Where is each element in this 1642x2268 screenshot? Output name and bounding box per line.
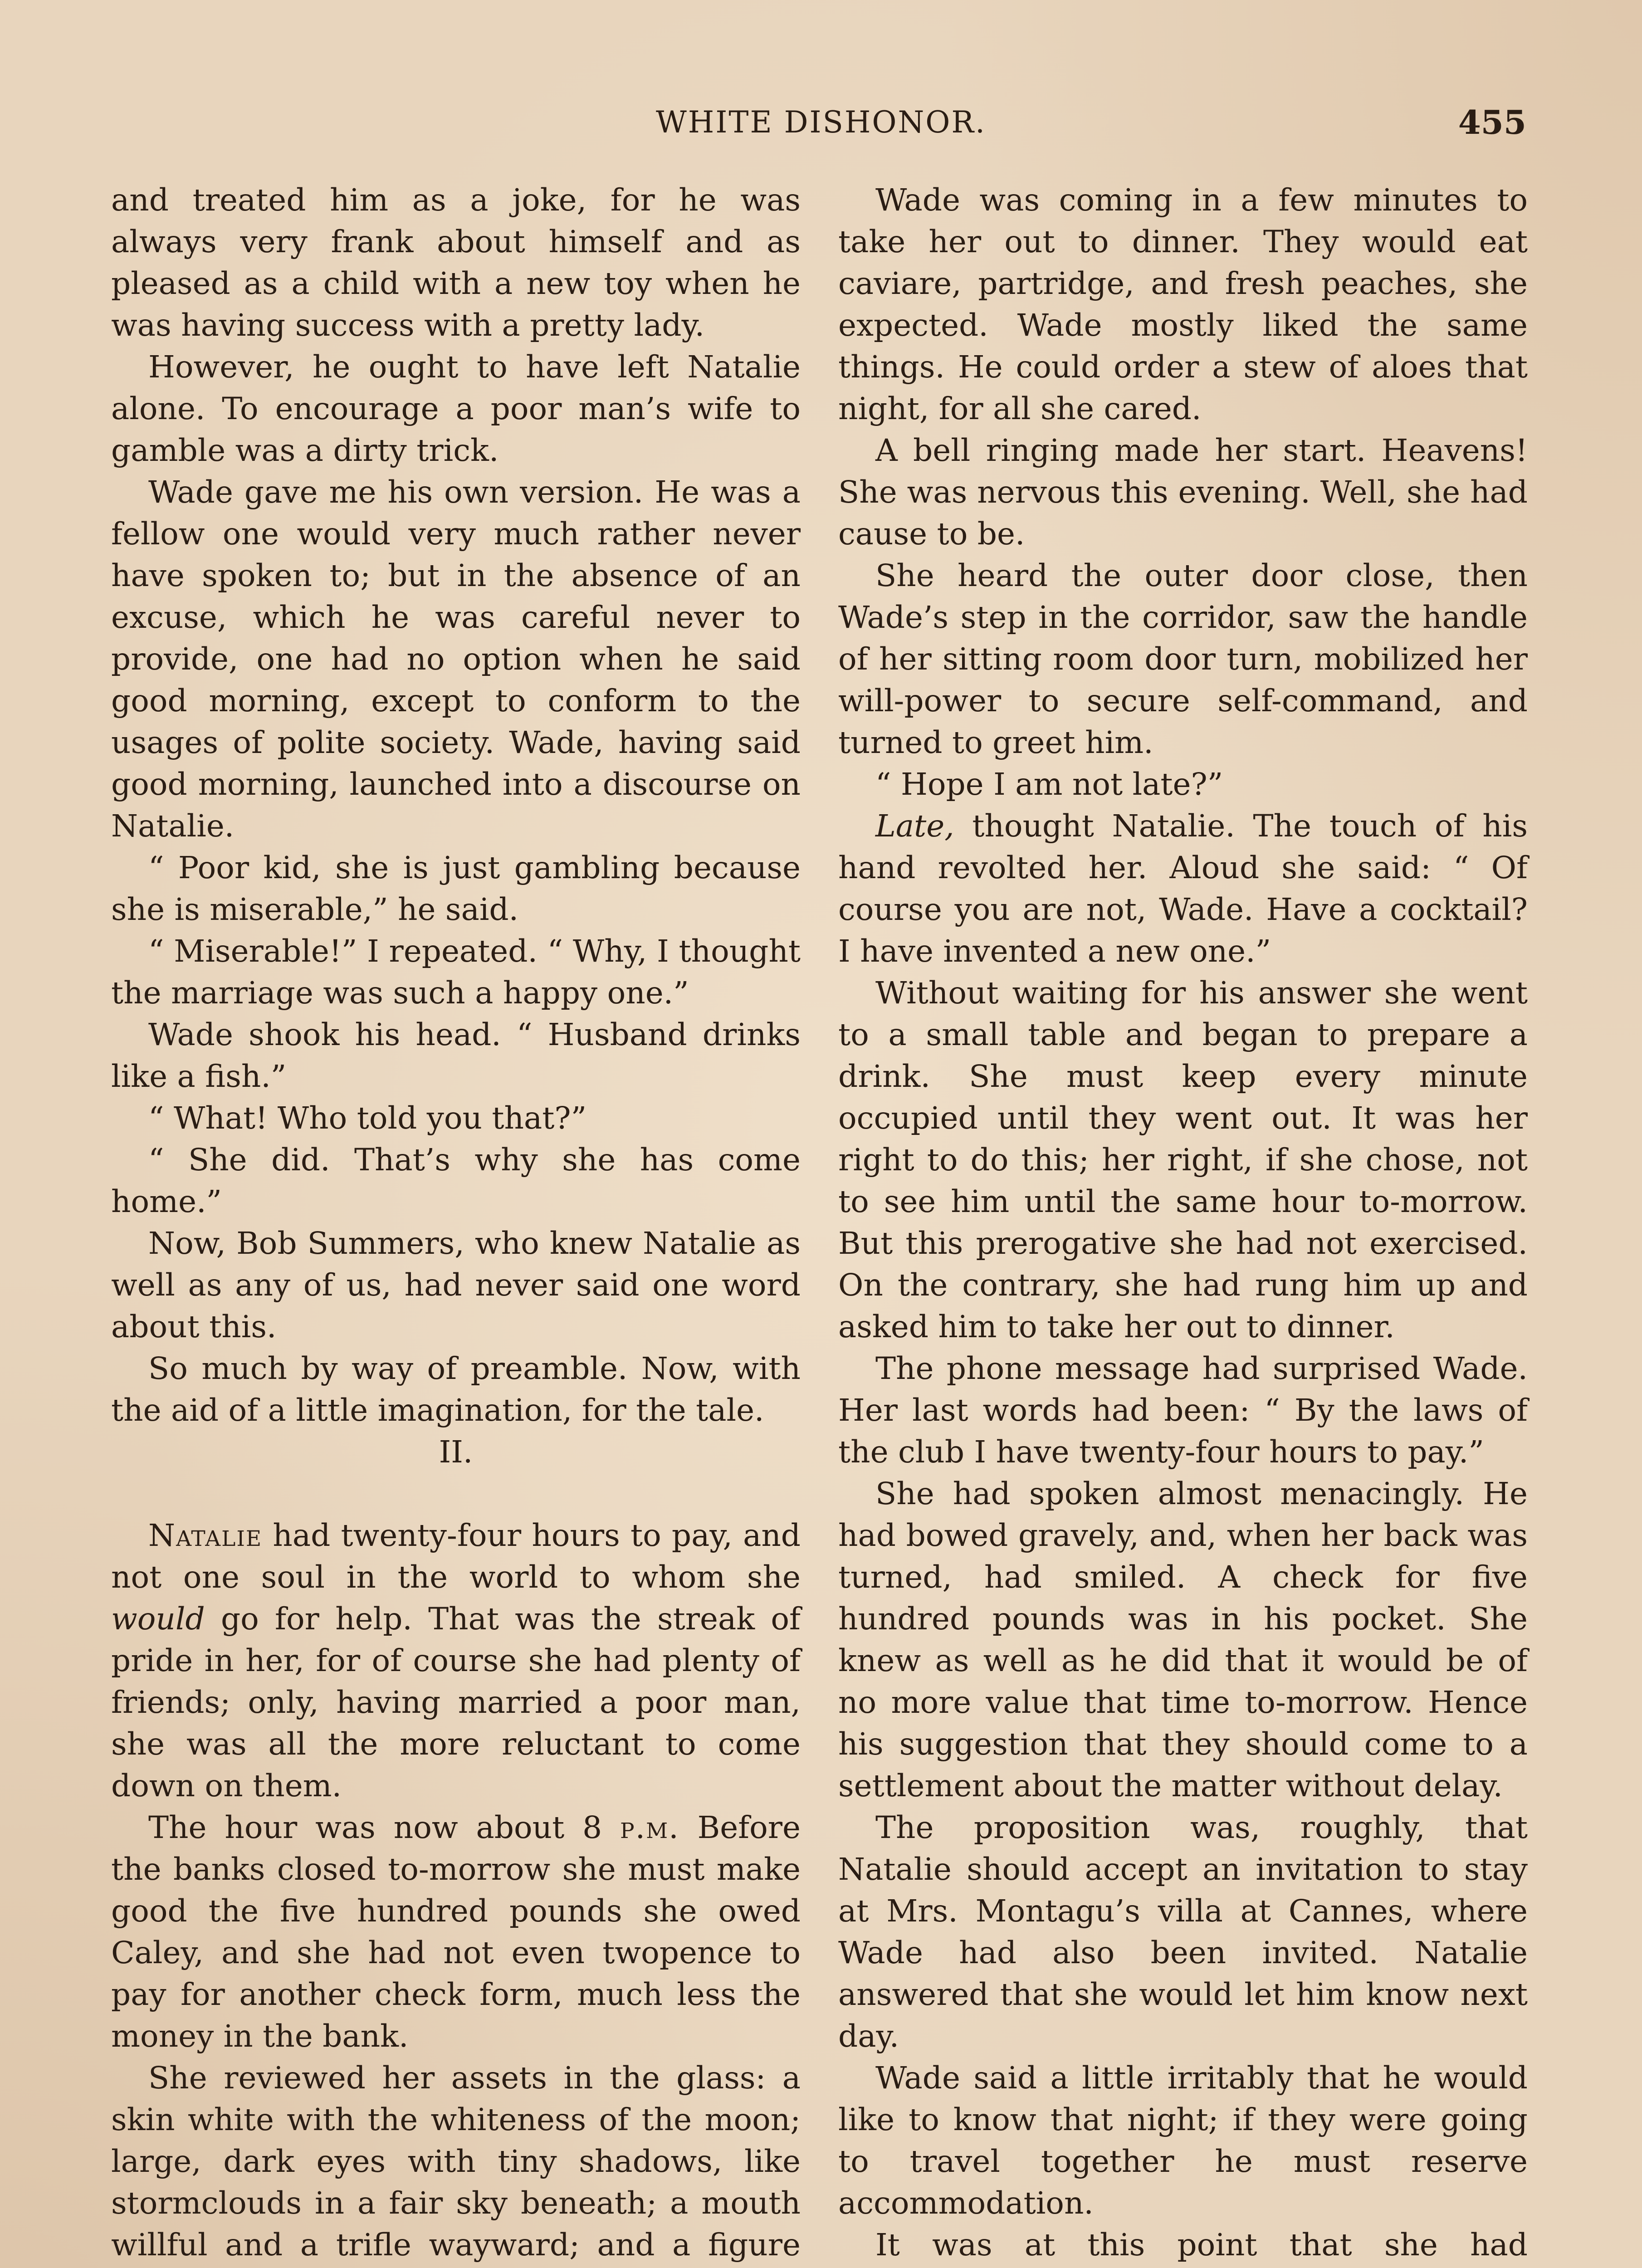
paragraph: and treated him as a joke, for he was always very frank about himself and as pleased as a child with a new toy when he was having success with a pretty lady. [111, 182, 801, 343]
paragraph: She reviewed her assets in the glass: a skin white with the whiteness of the moon; large, dark eyes with tiny shadows, like stormclouds in a fair sky beneath; a mouth willful and a trifle wayward; and a figure [111, 2060, 801, 2263]
paragraph: She had spoken almost menacingly. He had bowed gravely, and, when her back was turned, had smiled. A check for five hundred pounds was in his pocket. She knew as well as he did that it would be of no more value that time to-morrow. Hence his suggestion that they should come to a settlement about the matter without delay. [838, 1476, 1528, 1804]
paragraph: Now, Bob Summers, who knew Natalie as well as any of us, had never said one word about this. [111, 1225, 801, 1344]
paragraph [111, 1515, 801, 1807]
paragraph: The proposition was, roughly, that Natalie should accept an invitation to stay at Mrs. Montagu’s villa at Cannes, where Wade had also been invited. Natalie answered that she would let him know next day. [838, 1809, 1528, 2054]
text-run: thought Natalie. The touch of his hand revolted her. Aloud she said: “ Of course you are not, Wade. Have a cocktail? I have invented a new one.” [838, 808, 1528, 969]
paragraph: Wade said a little irritably that he would like to know that night; if they were going to travel together he must reserve accommodation. [838, 2060, 1528, 2221]
paragraph: However, he ought to have left Natalie alone. To encourage a poor man’s wife to gamble was a dirty trick. [111, 349, 801, 468]
paragraph: “ She did. That’s why she has come home.” [111, 1142, 801, 1219]
paragraph: “ What! Who told you that?” [148, 1100, 587, 1136]
paragraph: “ Poor kid, she is just gambling because she is miserable,” he said. [111, 850, 801, 927]
text-run: The hour was now about 8 [148, 1809, 621, 1845]
page-header [111, 95, 1531, 150]
paragraph: She heard the outer door close, then Wade’s step in the corridor, saw the handle of her sitting room door turn, mobilized her will-power to secure self-command, and turned to greet him. [838, 557, 1528, 760]
paragraph: So much by way of preamble. Now, with the aid of a little imagination, for the tale. [111, 1350, 801, 1428]
section-heading: II. [439, 1434, 473, 1470]
italic-word: would [111, 1601, 205, 1637]
text-run: had twenty-four hours to pay, and not one soul in the world to whom she [111, 1517, 801, 1595]
right-column [838, 179, 1528, 2268]
paragraph: “ Miserable!” I repeated. “ Why, I thought the marriage was such a happy one.” [111, 933, 801, 1011]
paragraph: Wade gave me his own version. He was a fellow one would very much rather never have spoken to; but in the absence of an excuse, which he was careful never to provide, one had no option when he said good morning, except to conform to the usages of polite society. Wade, having said good morning, launched into a discourse on Natalie. [111, 474, 801, 844]
paragraph: Wade was coming in a few minutes to take her out to dinner. They would eat caviare, partridge, and fresh peaches, she expected. Wade mostly liked the same things. He could order a stew of aloes that night, for all she cared. [838, 182, 1528, 426]
paragraph: A bell ringing made her start. Heavens! She was nervous this evening. Well, she had cause to be. [838, 432, 1528, 552]
italic-word: Late, [875, 808, 954, 844]
paragraph: It was at this point that she had [875, 2227, 1528, 2263]
paragraph: Without waiting for his answer she went to a small table and began to prepare a drink. She must keep every minute occupied until they went out. It was her right to do this; her right, if she chose, not to see him until the same hour to-morrow. But this prerogative she had not exercised. On the contrary, she had rung him up and asked him to take her out to dinner. [838, 975, 1528, 1344]
paragraph [111, 1807, 801, 2057]
left-column [111, 179, 801, 2268]
paragraph: Wade shook his head. “ Husband drinks like a fish.” [111, 1017, 801, 1094]
running-title: WHITE DISHONOR. [655, 105, 987, 140]
small-caps-word: Natalie [148, 1517, 263, 1553]
text-run: Before the banks closed to-morrow she must make good the five hundred pounds she owed Caley, and she had not even twopence to pay for another check form, much less the money in the bank. [111, 1809, 801, 2054]
paragraph: “ Hope I am not late?” [875, 766, 1223, 802]
page-number: 455 [1458, 103, 1526, 142]
paragraph [838, 805, 1528, 972]
small-caps-word: p.m. [620, 1809, 679, 1845]
text-run: go for help. That was the streak of pride in her, for of course she had plenty of friends; only, having married a poor man, she was all the more reluctant to come down on them. [111, 1601, 801, 1804]
paragraph: The phone message had surprised Wade. Her last words had been: “ By the laws of the club I have twenty-four hours to pay.” [838, 1350, 1528, 1470]
